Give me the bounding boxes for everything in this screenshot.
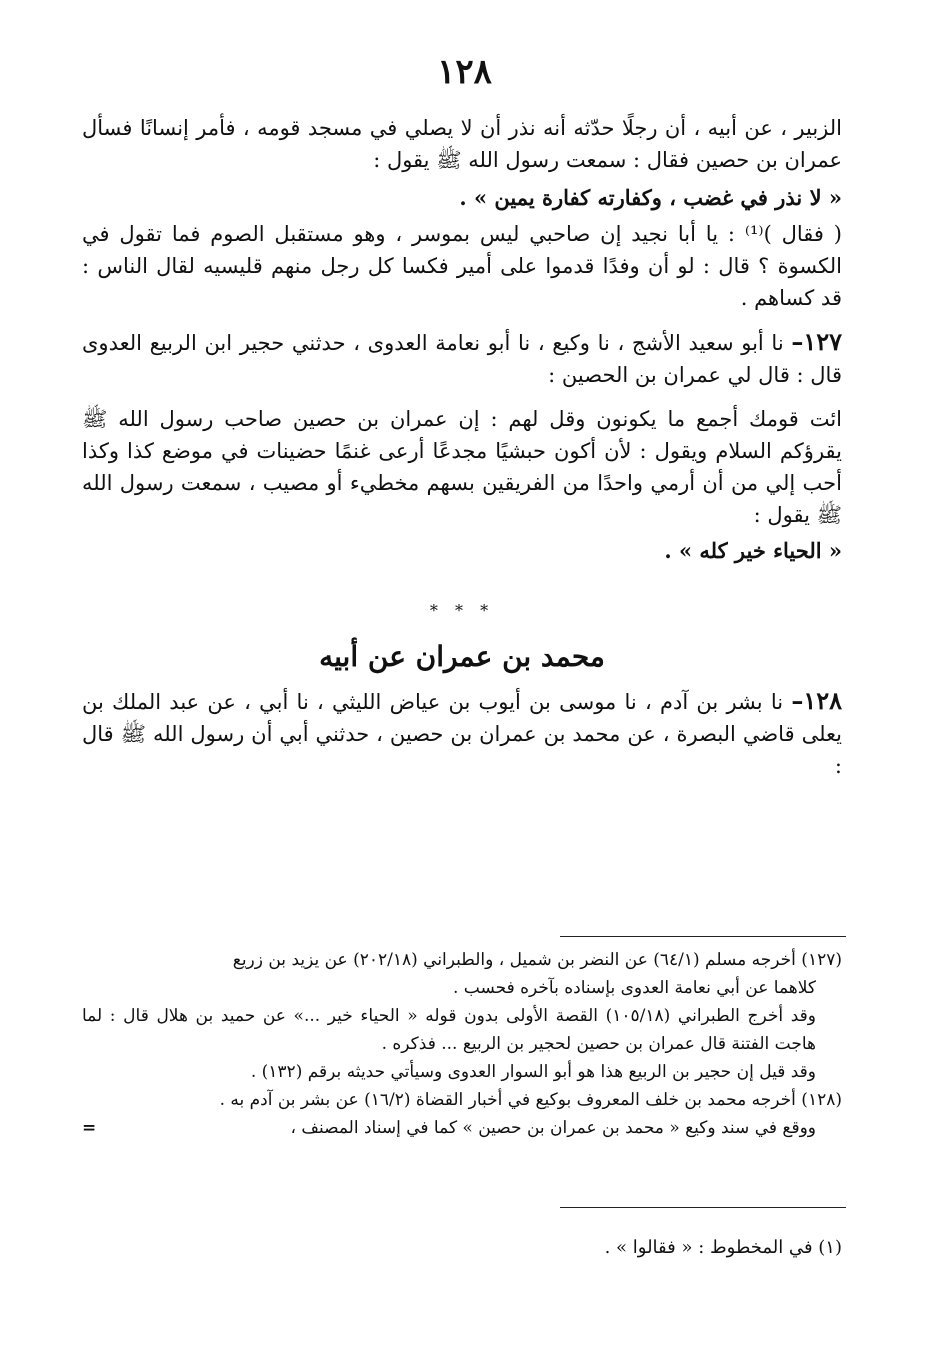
note-128-line1: (١٢٨) أخرجه محمد بن خلف المعروف بوكيع في أخبار القضاة (١٦/٢) عن بشر بن آدم به .: [219, 1090, 842, 1110]
paragraph-3: ائت قومك أجمع ما يكونون وقل لهم : إن عمران بن حصين صاحب رسول الله ﷺ يقرؤكم السلام ويقول : لأن أكون حبشيًا مجدعًا أرعى غنمًا حضينات في موضع كذا وكذا أحب إلي من أن أرمي واحدًا من الفريقين بسهم مخطيء أو مصيب ، سمعت رسول الله ﷺ يقول :: [82, 407, 842, 527]
footnote-divider: [560, 1207, 846, 1208]
hadith-127: [82, 326, 842, 391]
hadith-number-128: ١٢٨–: [791, 686, 842, 715]
notes-divider: [560, 936, 846, 937]
paragraph-1: الزبير ، عن أبيه ، أن رجلًا حدّثه أنه نذر أن لا يصلي في مسجد قومه ، فأمر إنسانًا فسأل عمران بن حصين فقال : سمعت رسول الله ﷺ يقول :: [82, 116, 842, 172]
note-128-text: ووقع في سند وكيع « محمد بن عمران بن حصين » كما في إسناد المصنف ،: [290, 1118, 816, 1138]
page-number: ١٢٨: [437, 52, 492, 92]
paragraph-2: ( فقال )⁽¹⁾ : يا أبا نجيد إن صاحبي ليس بموسر ، وهو مستقبل الصوم فما تقول في الكسوة ؟ قال : لو أن وفدًا قدموا على أمير فكسا كل رجل منهم قليسيه لقال الناس : قد كساهم .: [82, 222, 842, 310]
hadith-128: [82, 685, 842, 782]
note-127-line2: كلاهما عن أبي نعامة العدوى بإسناده بآخره فحسب .: [452, 978, 816, 998]
footnote-1: (١) في المخطوط : « فقالوا » .: [604, 1237, 842, 1258]
hadith-128-text: نا بشر بن آدم ، نا موسى بن أيوب بن عياض الليثي ، نا أبي ، عن عبد الملك بن يعلى قاضي البصرة ، عن محمد بن عمران بن حصين ، حدثني أبي أن رسول الله ﷺ قال :: [82, 690, 842, 778]
continuation-mark: =: [82, 1118, 97, 1138]
main-text: [82, 112, 842, 782]
note-127-line1: (١٢٧) أخرجه مسلم (٦٤/١) عن النضر بن شميل ، والطبراني (٢٠٢/١٨) عن يزيد بن زريع: [232, 950, 842, 970]
section-heading: محمد بن عمران عن أبيه: [319, 640, 605, 673]
note-127-tabarani: وقد أخرج الطبراني (١٠٥/١٨) القصة الأولى بدون قوله « الحياء خير ...» عن حميد بن هلال قال : لما هاجت الفتنة قال عمران بن حصين لحجير بن الربيع ... فذكره .: [82, 1006, 817, 1054]
hadith-127-text: نا أبو سعيد الأشج ، نا وكيع ، نا أبو نعامة العدوى ، حدثني حجير ابن الربيع العدوى قال : قال لي عمران بن الحصين :: [82, 331, 842, 387]
hadith-quote-1: « لا نذر في غضب ، وكفارته كفارة يمين » .: [459, 185, 842, 210]
section-divider-stars: * * *: [429, 601, 495, 620]
hadith-quote-2: « الحياء خير كله » .: [664, 538, 842, 563]
hadith-number-127: ١٢٧–: [791, 327, 842, 356]
note-128-line2: [82, 1114, 842, 1142]
note-127-hujair: وقد قيل إن حجير بن الربيع هذا هو أبو السوار العدوى وسيأتي حديثه برقم (١٣٢) .: [250, 1062, 816, 1082]
commentary-notes: [82, 946, 842, 1142]
